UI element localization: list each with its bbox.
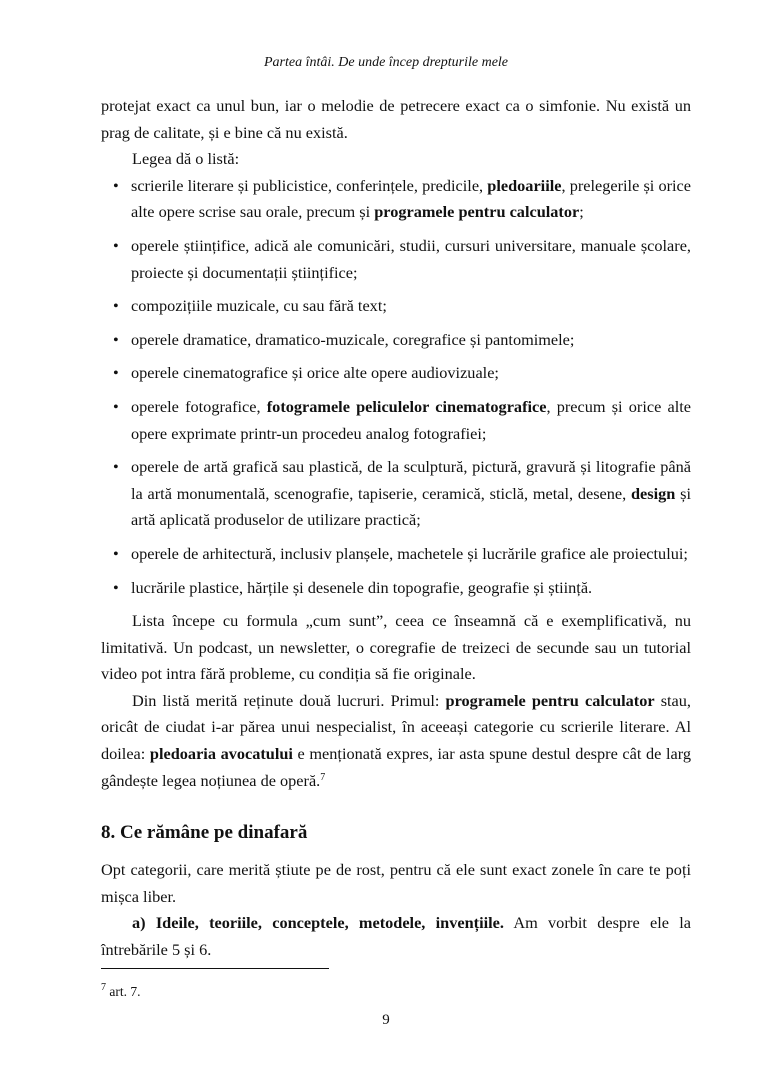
list-item: • operele cinematografice și orice alte opere audiovizuale; <box>101 360 691 387</box>
running-header: Partea întâi. De unde încep drepturile mele <box>263 55 509 70</box>
list-item: • operele de arhitectură, inclusiv planșele, machetele și lucrările grafice ale proiectului; <box>101 541 691 568</box>
list-item: • operele dramatice, dramatico-muzicale, coregrafice și pantomimele; <box>101 327 691 354</box>
paragraph-two-things: Din listă merită reținute două lucruri. Primul: programele pentru calculator stau, oricât de ciudat i-ar părea unui nespecialist, în aceeași categorie cu scrierile literare. Al doilea: pledoaria avocatului e menționată expres, iar asta spune destul despre cât de larg gândește legea noțiunea de operă.$^7$ <box>101 690 691 790</box>
list-item: • compozițiile muzicale, cu sau fără text; <box>101 293 691 320</box>
bold-term: pledoariile <box>487 175 562 195</box>
list-item: • operele de artă grafică sau plastică, de la sculptură, pictură, gravură și litografie până la artă monumentală, scenografie, tapiserie, ceramică, sticlă, metal, desene, design și artă aplicată produselor de utilizare practică; <box>101 454 691 534</box>
footnote <box>101 983 141 1001</box>
footnote-separator <box>101 968 329 969</box>
page-number: 9 <box>382 1012 390 1028</box>
paragraph-ideas: a) Ideile, teoriile, conceptele, metodele, invențiile. Am vorbit despre ele la întrebările 5 și 6. <box>101 913 691 960</box>
bold-term: fotogramele peliculelor cinematografice <box>266 396 547 416</box>
body-text <box>101 93 691 964</box>
section-heading: 8. Ce rămâne pe dinafară <box>101 822 308 844</box>
list-item: • operele științifice, adică ale comunicări, studii, cursuri universitare, manuale școlare, proiecte și documentații științifice; <box>101 233 691 286</box>
bold-term: pledoaria avocatului <box>149 744 293 764</box>
bold-term: programele pentru calculator <box>445 690 655 710</box>
paragraph-continuation: protejat exact ca unul bun, iar o melodie de petrecere exact ca o simfonie. Nu există un prag de calitate, și e bine că nu există. <box>101 96 691 142</box>
paragraph-eight-categories: Opt categorii, care merită știute pe de rost, pentru că ele sunt exact zonele în care te poți mișca liber. <box>101 860 691 906</box>
footnote-reference[interactable]: 7 <box>320 771 326 783</box>
list-item: • lucrările plastice, hărțile și desenele din topografie, geografie și știință. <box>101 575 691 602</box>
bold-term: programele pentru calculator <box>374 202 580 222</box>
paragraph-exemplificative: Lista începe cu formula „cum sunt”, ceea ce înseamnă că e exemplificativă, nu limitativă. Un podcast, un newsletter, o coregrafie de treizeci de secunde sau un tutorial video pot intra fără probleme, cu condiția să fie originale. <box>101 611 691 684</box>
works-list <box>101 173 691 601</box>
list-item: • scrierile literare și publicistice, conferințele, predicile, pledoariile, prelegerile și orice alte opere scrise sau orale, precum și programele pentru calculator; <box>101 173 691 226</box>
bold-term: design <box>631 483 676 503</box>
list-item: • operele fotografice, fotogramele peliculelor cinematografice, precum și orice alte opere exprimate printr-un procedeu analog fotografiei; <box>101 394 691 447</box>
footnote-text: art. 7. <box>106 984 141 999</box>
bold-term: a) Ideile, teoriile, conceptele, metodele, invențiile. <box>132 913 504 933</box>
paragraph-list-intro: Legea dă o listă: <box>132 149 240 169</box>
footnote-mark: 7 <box>101 982 106 993</box>
